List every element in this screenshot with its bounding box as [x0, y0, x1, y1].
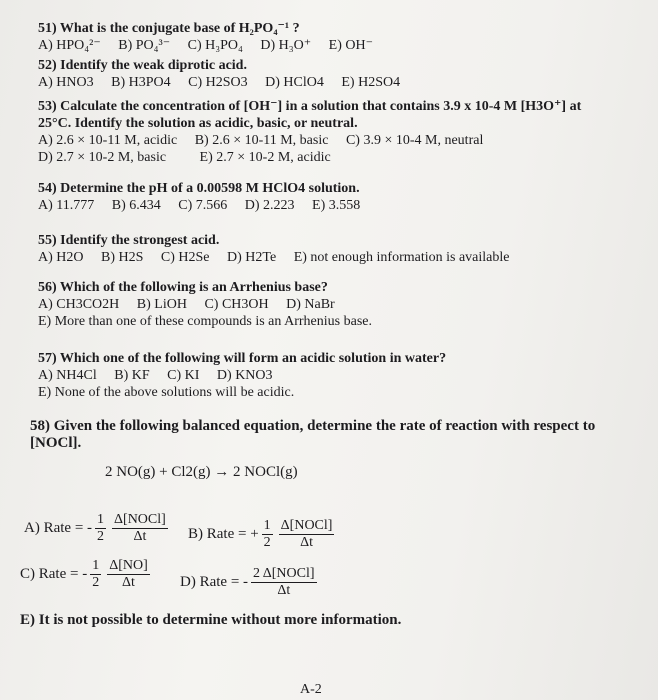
options-row — [38, 132, 581, 149]
option-e: E) It is not possible to determine without more information. — [20, 612, 402, 628]
option-d: D) HClO4 — [265, 75, 324, 90]
option-d: D) 2.7 × 10-2 M, basic — [38, 150, 167, 165]
denominator: Δt — [133, 529, 147, 544]
question-stem-line2: 25°C. Identify the solution as acidic, basic, or neutral. — [38, 116, 358, 131]
rate-fraction — [251, 566, 317, 599]
option-c: C) 7.566 — [178, 198, 228, 213]
option-c: C) CH3OH — [204, 297, 269, 312]
coefficient-fraction — [95, 512, 106, 545]
option-b: B) PO₄³⁻ — [118, 38, 171, 53]
option-d: D) H₃O⁺ — [260, 38, 312, 53]
question-stem: 51) What is the conjugate base of H₂PO₄⁻¹ ? — [38, 21, 300, 36]
options-row — [38, 37, 387, 54]
option-b — [188, 518, 337, 551]
option-b: B) LiOH — [136, 297, 187, 312]
numerator: Δ[NOCl] — [114, 512, 166, 527]
coefficient-fraction — [262, 518, 273, 551]
question-52 — [38, 57, 414, 91]
option-prefix: A) Rate = - — [24, 520, 93, 536]
question-stem-line2: [NOCl]. — [30, 435, 82, 451]
option-e: E) H2SO4 — [341, 75, 401, 90]
denominator: Δt — [122, 575, 135, 590]
numerator: Δ[NO] — [109, 558, 148, 573]
question-stem: 52) Identify the weak diprotic acid. — [38, 58, 247, 73]
coefficient-fraction — [90, 558, 101, 591]
question-53 — [38, 98, 581, 166]
option-e: E) 2.7 × 10-2 M, acidic — [199, 150, 331, 165]
option-a: A) 2.6 × 10-11 M, acidic — [38, 133, 178, 148]
option-e: E) None of the above solutions will be acidic. — [38, 385, 295, 400]
option-c: C) 3.9 × 10-4 M, neutral — [345, 133, 484, 148]
denominator: Δt — [277, 583, 291, 598]
option-b: B) 2.6 × 10-11 M, basic — [194, 133, 329, 148]
option-prefix: C) Rate = - — [20, 566, 88, 582]
option-prefix: D) Rate = - — [180, 574, 249, 590]
options-row — [38, 249, 523, 266]
question-58 — [30, 418, 595, 452]
question-56 — [38, 279, 372, 330]
option-c: C) H2Se — [160, 250, 210, 265]
option-a — [24, 512, 171, 545]
question-51 — [38, 20, 387, 54]
question-stem: 54) Determine the pH of a 0.00598 M HClO4 solution. — [38, 181, 360, 196]
option-b: B) H2S — [101, 250, 144, 265]
question-stem-line1: 53) Calculate the concentration of [OH⁻] in a solution that contains 3.9 x 10-4 M [H3O⁺] at — [38, 99, 582, 114]
option-c: C) H₃PO₄ — [187, 38, 243, 53]
numerator: 1 — [263, 518, 271, 533]
option-d: D) KNO3 — [216, 368, 273, 383]
option-e: E) More than one of these compounds is an Arrhenius base. — [38, 314, 372, 329]
page-number: A-2 — [300, 682, 322, 697]
numerator: 2 Δ[NOCl] — [253, 566, 315, 581]
option-a: A) CH3CO2H — [38, 297, 120, 312]
rate-fraction — [107, 558, 150, 591]
balanced-equation: 2 NO(g) + Cl2(g) → 2 NOCl(g) — [105, 464, 298, 480]
option-b: B) H3PO4 — [111, 75, 171, 90]
option-prefix: B) Rate = + — [188, 526, 259, 542]
denominator: 2 — [97, 529, 105, 544]
question-55 — [38, 232, 523, 266]
option-e: E) OH⁻ — [328, 38, 373, 53]
denominator: 2 — [263, 535, 271, 550]
option-a: A) NH4Cl — [38, 368, 97, 383]
numerator: 1 — [97, 512, 105, 527]
question-stem: 56) Which of the following is an Arrhenius base? — [38, 280, 328, 295]
question-stem-line1: 58) Given the following balanced equation, determine the rate of reaction with respect to — [30, 418, 596, 434]
option-d — [180, 566, 320, 599]
rate-fraction — [112, 512, 168, 545]
denominator: 2 — [92, 575, 100, 590]
option-c: C) H2SO3 — [188, 75, 248, 90]
option-d: D) H2Te — [227, 250, 277, 265]
option-d: D) 2.223 — [244, 198, 295, 213]
option-c — [20, 558, 153, 591]
options-row — [38, 296, 372, 313]
option-a: A) H2O — [38, 250, 84, 265]
option-e: E) 3.558 — [312, 198, 361, 213]
options-row — [38, 149, 581, 166]
option-d: D) NaBr — [286, 297, 335, 312]
option-a: A) HPO₄²⁻ — [38, 38, 101, 53]
option-b: B) 6.434 — [111, 198, 161, 213]
rate-fraction — [279, 518, 335, 551]
options-row — [38, 74, 414, 91]
option-a: A) HNO3 — [38, 75, 94, 90]
option-b: B) KF — [114, 368, 150, 383]
question-stem: 55) Identify the strongest acid. — [38, 233, 220, 248]
options-row — [38, 367, 446, 384]
option-a: A) 11.777 — [38, 198, 95, 213]
question-stem: 57) Which one of the following will form an acidic solution in water? — [38, 351, 447, 366]
numerator: 1 — [92, 558, 100, 573]
question-57 — [38, 350, 446, 401]
numerator: Δ[NOCl] — [280, 518, 333, 533]
options-row — [38, 197, 374, 214]
question-54 — [38, 180, 374, 214]
option-e: E) not enough information is available — [293, 250, 510, 265]
option-c: C) KI — [167, 368, 200, 383]
denominator: Δt — [300, 535, 314, 550]
